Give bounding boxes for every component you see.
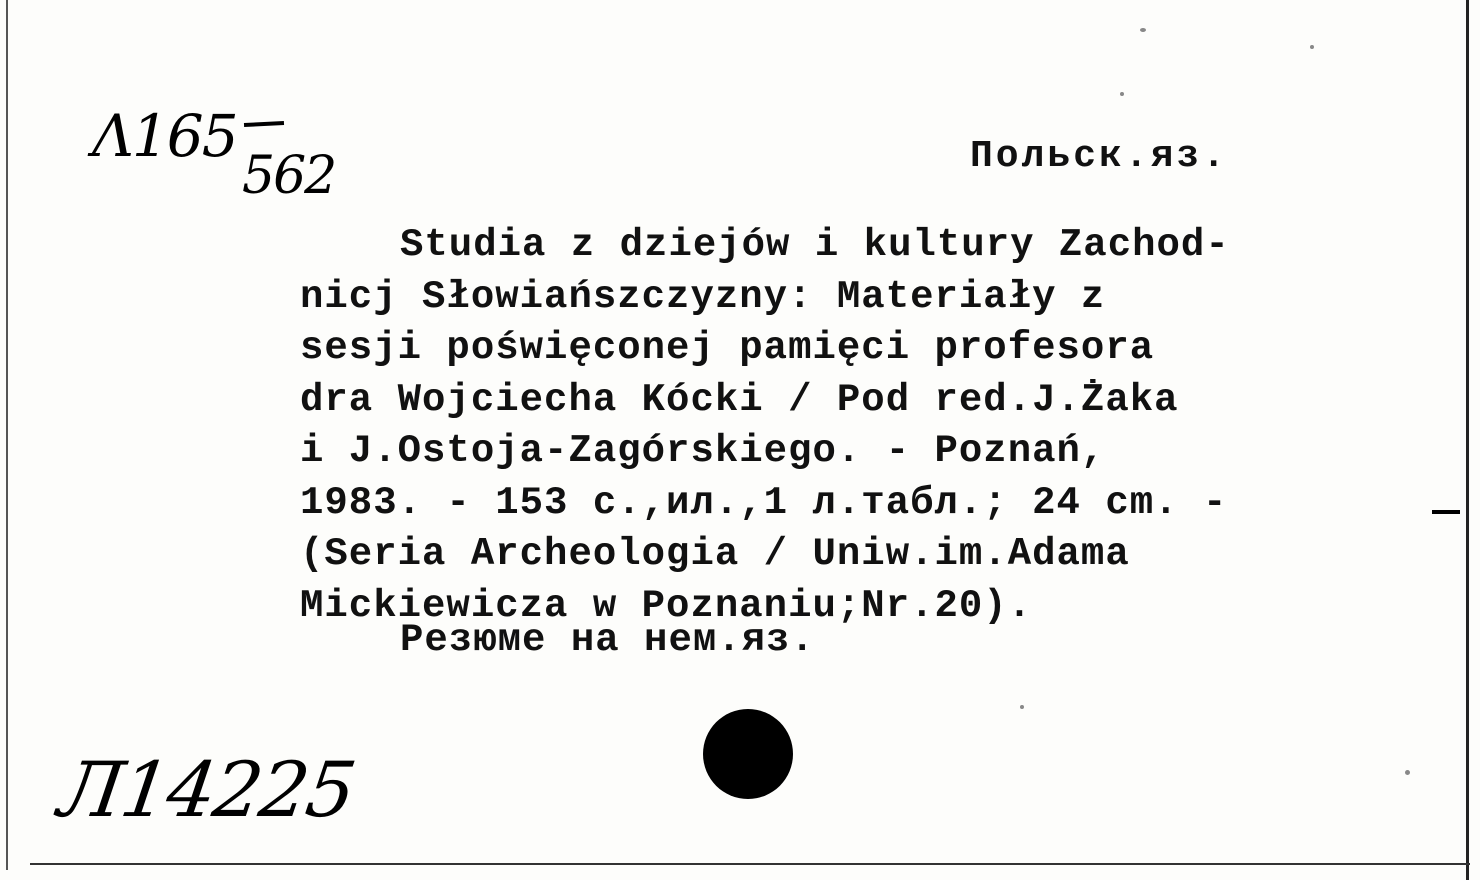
punch-hole [703, 709, 793, 799]
card-left-border [6, 0, 8, 870]
shelfmark-bar [244, 121, 284, 127]
description-line: sesji poświęconej pamięci profesora [300, 326, 1155, 370]
paper-speck [1310, 45, 1314, 49]
description-line: 1983. - 153 с.,ил.,1 л.табл.; 24 cm. - [300, 480, 1228, 525]
paper-speck [1405, 770, 1410, 775]
description-line: Mickiewicza w Poznaniu;Nr.20). [300, 583, 1033, 628]
margin-dash [1432, 510, 1460, 514]
paper-speck [1140, 28, 1146, 32]
description-line: Studia z dziejów i kultury Zachod- [400, 223, 1230, 267]
card-right-border [1466, 0, 1469, 880]
shelfmark-handwritten [92, 102, 336, 206]
shelfmark-main: Λ165 [92, 102, 237, 170]
description-line: dra Wojciecha Kócki / Pod red.J.Żaka [300, 377, 1179, 422]
paper-speck [1120, 92, 1124, 96]
bibliographic-description [300, 220, 1440, 632]
summary-note: Резюме на нем.яз. [400, 618, 815, 662]
shelfmark-sub: 562 [242, 146, 336, 206]
inventory-number-handwritten: Л14225 [53, 745, 360, 834]
description-line: nicj Słowiańszczyzny: Materiały z [300, 274, 1106, 319]
description-line: (Seria Archeologia / Uniw.im.Adama [300, 532, 1130, 576]
paper-speck [1020, 705, 1024, 709]
card-bottom-border [30, 863, 1470, 865]
language-label: Польск.яз. [970, 135, 1229, 178]
description-line: i J.Ostoja-Zagórskiego. - Poznań, [300, 429, 1106, 473]
